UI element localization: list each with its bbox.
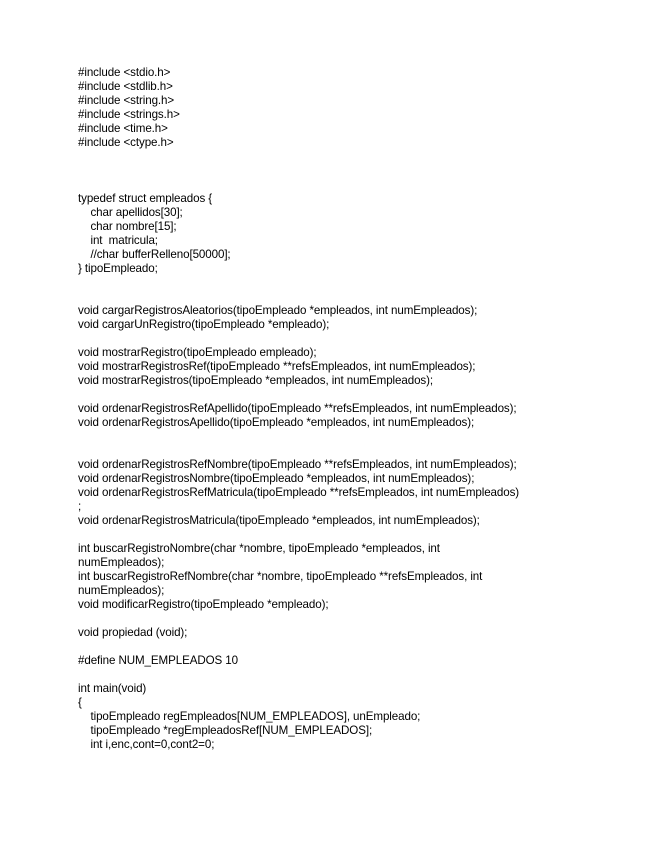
code-line: int matricula;: [78, 234, 158, 247]
code-line: ;: [78, 500, 82, 513]
code-line: void ordenarRegistrosRefApellido(tipoEmpleado **refsEmpleados, int numEmpleados);: [78, 402, 517, 415]
blank-line: [78, 612, 598, 626]
code-line: #include <ctype.h>: [78, 136, 174, 149]
blank-line: [78, 640, 598, 654]
code-line: void cargarRegistrosAleatorios(tipoEmpleado *empleados, int numEmpleados);: [78, 304, 478, 317]
code-line: {: [78, 696, 82, 709]
code-line: //char bufferRelleno[50000];: [78, 248, 231, 261]
blank-line: [78, 388, 598, 402]
blank-line: [78, 290, 598, 304]
blank-line: [78, 668, 598, 682]
code-line: int buscarRegistroNombre(char *nombre, tipoEmpleado *empleados, int: [78, 542, 440, 555]
blank-line: [78, 430, 598, 444]
code-line: #include <stdio.h>: [78, 66, 171, 79]
code-line: int i,enc,cont=0,cont2=0;: [78, 738, 215, 751]
blank-line: [78, 528, 598, 542]
code-line: typedef struct empleados {: [78, 192, 213, 205]
code-line: numEmpleados);: [78, 556, 165, 569]
code-document: [78, 66, 598, 752]
code-line: #define NUM_EMPLEADOS 10: [78, 654, 238, 667]
code-line: void modificarRegistro(tipoEmpleado *empleado);: [78, 598, 329, 611]
code-line: void mostrarRegistrosRef(tipoEmpleado **refsEmpleados, int numEmpleados);: [78, 360, 476, 373]
code-line: void ordenarRegistrosRefMatricula(tipoEmpleado **refsEmpleados, int numEmpleados): [78, 486, 520, 499]
blank-line: [78, 178, 598, 192]
code-line: int buscarRegistroRefNombre(char *nombre, tipoEmpleado **refsEmpleados, int: [78, 570, 483, 583]
code-line: char apellidos[30];: [78, 206, 183, 219]
code-line: } tipoEmpleado;: [78, 262, 158, 275]
code-line: void ordenarRegistrosApellido(tipoEmpleado *empleados, int numEmpleados);: [78, 416, 475, 429]
code-line: char nombre[15];: [78, 220, 177, 233]
code-line: void mostrarRegistros(tipoEmpleado *empleados, int numEmpleados);: [78, 374, 434, 387]
code-line: #include <strings.h>: [78, 108, 180, 121]
blank-line: [78, 164, 598, 178]
code-line: #include <stdlib.h>: [78, 80, 173, 93]
code-line: void mostrarRegistro(tipoEmpleado empleado);: [78, 346, 317, 359]
code-line: #include <time.h>: [78, 122, 168, 135]
code-line: int main(void): [78, 682, 147, 695]
code-line: numEmpleados);: [78, 584, 165, 597]
code-line: tipoEmpleado regEmpleados[NUM_EMPLEADOS], unEmpleado;: [78, 710, 421, 723]
code-line: void propiedad (void);: [78, 626, 188, 639]
blank-line: [78, 276, 598, 290]
code-line: void ordenarRegistrosNombre(tipoEmpleado *empleados, int numEmpleados);: [78, 472, 475, 485]
code-line: #include <string.h>: [78, 94, 175, 107]
blank-line: [78, 332, 598, 346]
code-line: void ordenarRegistrosRefNombre(tipoEmpleado **refsEmpleados, int numEmpleados);: [78, 458, 517, 471]
blank-line: [78, 150, 598, 164]
code-line: tipoEmpleado *regEmpleadosRef[NUM_EMPLEADOS];: [78, 724, 373, 737]
code-line: void ordenarRegistrosMatricula(tipoEmpleado *empleados, int numEmpleados);: [78, 514, 480, 527]
code-line: void cargarUnRegistro(tipoEmpleado *empleado);: [78, 318, 330, 331]
blank-line: [78, 444, 598, 458]
